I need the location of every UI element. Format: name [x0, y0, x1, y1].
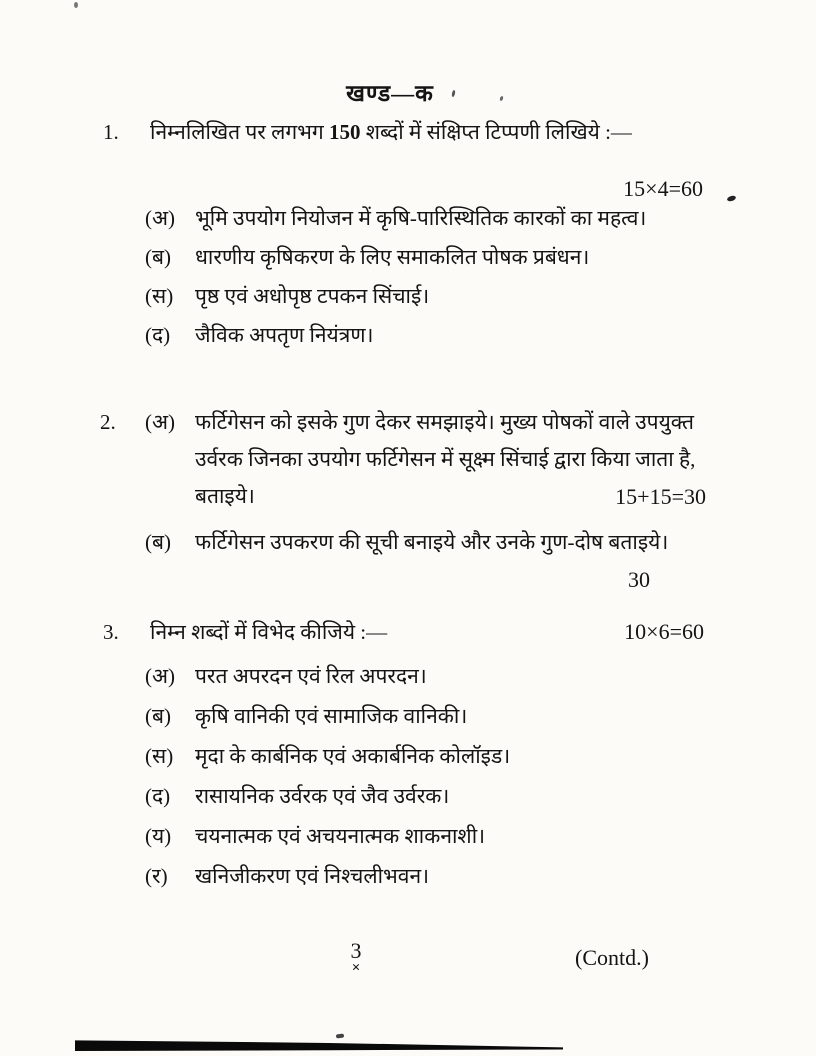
subpart-3b-label: (ब): [145, 704, 171, 728]
subpart-2a-marks: 15+15=30: [615, 484, 706, 509]
subpart-2b-label: (ब): [145, 530, 171, 554]
subpart-3d-label: (द): [145, 784, 171, 808]
subpart-2b: [145, 524, 712, 561]
section-header: खण्ड—क: [346, 81, 434, 106]
subpart-3e-label: (य): [145, 824, 172, 848]
subpart-1d: [145, 319, 713, 352]
subpart-3a-text: परत अपरदन एवं रिल अपरदन।: [195, 664, 427, 688]
question-1-text-pre: निम्नलिखित पर लगभग: [150, 120, 330, 144]
subpart-3c-text: मृदा के कार्बनिक एवं अकार्बनिक कोलॉइड।: [195, 744, 511, 768]
subpart-1c-text: पृष्ठ एवं अधोपृष्ठ टपकन सिंचाई।: [195, 284, 430, 308]
question-1-word-count: 150: [329, 120, 361, 144]
question-3-subparts: [145, 660, 713, 900]
subpart-3c: [145, 740, 713, 773]
subpart-1a-text: भूमि उपयोग नियोजन में कृषि-पारिस्थितिक कारकों का महत्व।: [195, 206, 647, 230]
subpart-3e: [145, 820, 713, 853]
subpart-3f-text: खनिजीकरण एवं निश्चलीभवन।: [195, 864, 430, 888]
subpart-1d-text: जैविक अपतृण नियंत्रण।: [195, 323, 374, 347]
subpart-3f-label: (र): [145, 864, 168, 888]
question-1-subparts: [145, 202, 713, 358]
question-3-marks: 10×6=60: [624, 619, 704, 644]
scan-artifact-speck: [74, 2, 78, 8]
scan-artifact-speck: [336, 1033, 344, 1038]
question-1-marks: 15×4=60: [623, 176, 703, 201]
subpart-2a-label: (अ): [145, 410, 176, 434]
page-number-mark: ×: [351, 960, 361, 976]
scan-artifact-speck: [726, 195, 736, 203]
subpart-2b-text: फर्टिगेसन उपकरण की सूची बनाइये और उनके गुण-दोष बताइये।: [195, 530, 669, 554]
subpart-1c-label: (स): [145, 284, 174, 308]
subpart-1a-label: (अ): [145, 206, 176, 230]
subpart-2a-body: फर्टिगेसन को इसके गुण देकर समझाइये। मुख्य पोषकों वाले उपयुक्त उर्वरक जिनका उपयोग फर्टिगेसन में सूक्ष्म सिंचाई द्वारा किया जाता है, बताइये।: [195, 410, 696, 508]
page-number: 3: [350, 938, 362, 963]
continued-label: (Contd.): [575, 945, 649, 970]
subpart-2a-text: [195, 404, 712, 515]
question-1-text-post: शब्दों में संक्षिप्त टिप्पणी लिखिये :—: [360, 120, 632, 144]
subpart-3e-text: चयनात्मक एवं अचयनात्मक शाकनाशी।: [195, 824, 486, 848]
subpart-3c-label: (स): [145, 744, 174, 768]
subpart-1b: [145, 241, 713, 274]
subpart-1b-label: (ब): [145, 245, 171, 269]
subpart-2b-marks: 30: [628, 567, 650, 592]
question-2-number: 2.: [100, 410, 116, 434]
question-3-text: निम्न शब्दों में विभेद कीजिये :—: [150, 620, 388, 644]
subpart-3f: [145, 860, 713, 893]
question-1: [103, 116, 710, 149]
question-3: [103, 616, 710, 649]
subpart-3b: [145, 700, 713, 733]
subpart-1d-label: (द): [145, 323, 171, 347]
subpart-1a: [145, 202, 713, 235]
subpart-1c: [145, 280, 713, 313]
scan-artifact-bar: [75, 1038, 563, 1051]
subpart-3b-text: कृषि वानिकी एवं सामाजिक वानिकी।: [195, 704, 468, 728]
subpart-3a: [145, 660, 713, 693]
subpart-2a: [100, 404, 712, 515]
subpart-1b-text: धारणीय कृषिकरण के लिए समाकलित पोषक प्रबंधन।: [195, 245, 590, 269]
question-1-text: [150, 116, 632, 149]
question-3-number: 3.: [103, 620, 119, 644]
question-2: [100, 404, 712, 593]
page-number-group: [341, 940, 371, 975]
subpart-3a-label: (अ): [145, 664, 176, 688]
subpart-3d: [145, 780, 713, 813]
question-1-number: 1.: [103, 120, 119, 144]
subpart-3d-text: रासायनिक उर्वरक एवं जैव उर्वरक।: [195, 784, 450, 808]
